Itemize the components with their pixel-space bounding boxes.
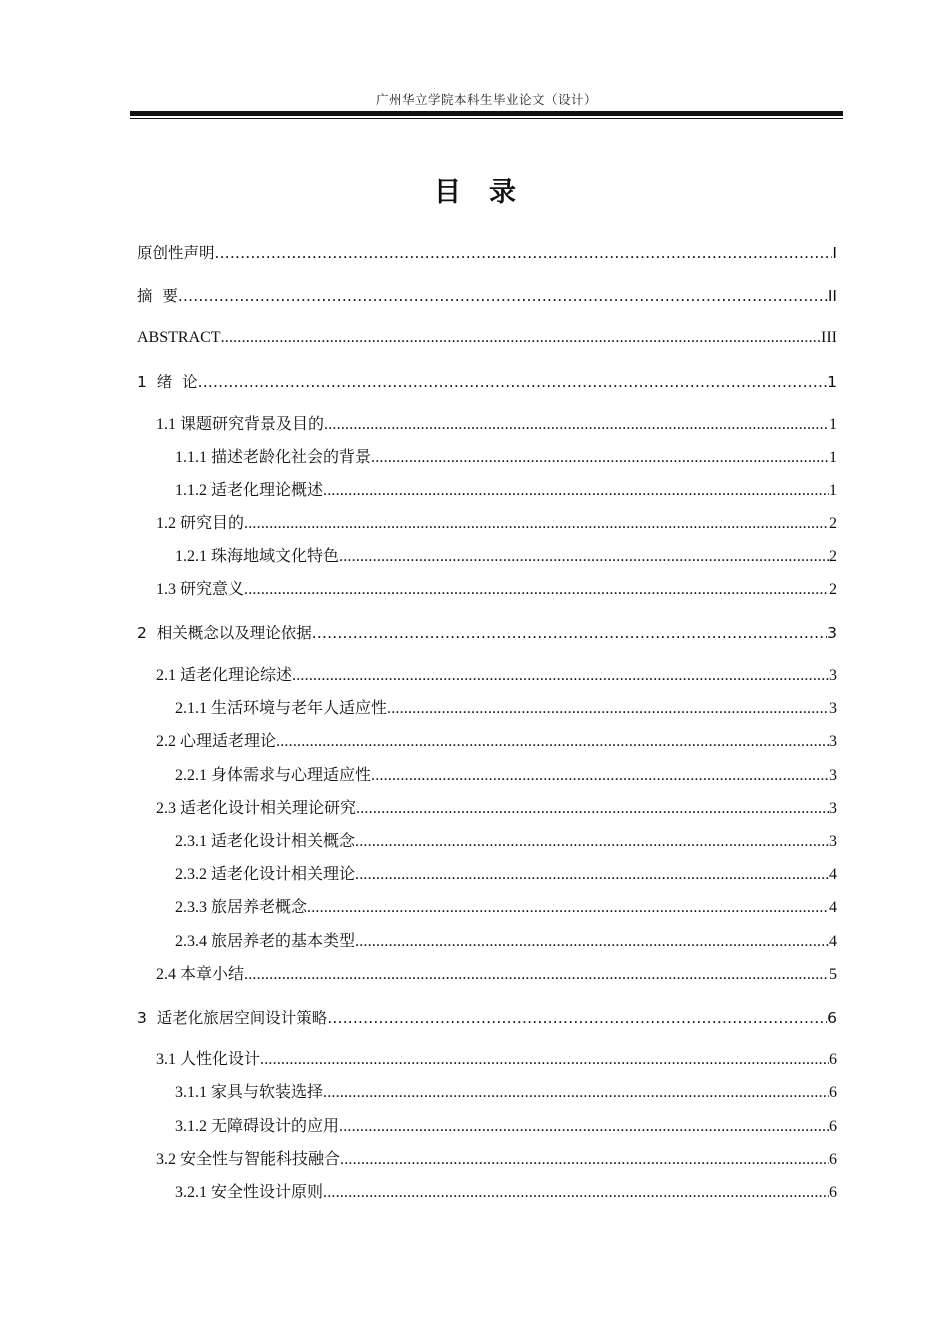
toc-leader [387, 698, 829, 720]
toc-label: ABSTRACT [137, 329, 221, 346]
toc-leader [244, 964, 829, 986]
toc-page: 1 [829, 416, 837, 433]
toc-label: 原创性声明 [137, 244, 215, 262]
toc-page: 6 [829, 1051, 837, 1068]
toc-page: 1 [827, 373, 837, 391]
toc-page: 5 [829, 966, 837, 983]
toc-leader [323, 1182, 829, 1204]
toc-page: 6 [829, 1084, 837, 1101]
toc-entry[interactable] [175, 831, 837, 853]
toc-entry[interactable] [156, 1149, 837, 1171]
toc-leader [178, 285, 828, 307]
toc-label: 摘 要 [137, 287, 178, 305]
toc-entry[interactable] [175, 931, 837, 953]
toc-entry[interactable] [156, 798, 837, 820]
toc-entry[interactable] [137, 622, 837, 644]
toc-label: 3 适老化旅居空间设计策略 [137, 1009, 328, 1027]
toc-leader [324, 414, 829, 436]
toc-entry[interactable] [175, 765, 837, 787]
toc-leader [355, 831, 829, 853]
toc-page: I [832, 244, 837, 262]
toc-page: 6 [829, 1118, 837, 1135]
toc-page: 6 [829, 1151, 837, 1168]
toc-page: 1 [829, 449, 837, 466]
toc-page: III [821, 329, 837, 346]
toc-leader [339, 546, 829, 568]
toc-page: 3 [829, 800, 837, 817]
toc-entry[interactable] [156, 414, 837, 436]
toc-label: 2.3.2 适老化设计相关理论 [175, 866, 356, 883]
toc-label: 2.3.4 旅居养老的基本类型 [175, 933, 356, 950]
header-rule-thick [130, 111, 843, 116]
toc-page: 2 [829, 581, 837, 598]
toc-entry[interactable] [175, 1082, 837, 1104]
toc-page: 3 [829, 667, 837, 684]
toc-label: 1.1.1 描述老龄化社会的背景 [175, 449, 372, 466]
toc-page: II [827, 287, 837, 305]
toc-label: 3.1 人性化设计 [156, 1051, 261, 1068]
toc-entry[interactable] [156, 731, 837, 753]
toc-label: 3.1.2 无障碍设计的应用 [175, 1118, 340, 1135]
toc-leader [260, 1049, 829, 1071]
toc-leader [221, 327, 821, 349]
toc-leader [215, 242, 833, 264]
toc-leader [327, 1007, 827, 1029]
toc-label: 2.3 适老化设计相关理论研究 [156, 800, 357, 817]
toc-label: 1 绪 论 [137, 373, 198, 391]
toc-page: 3 [829, 700, 837, 717]
toc-label: 1.2 研究目的 [156, 515, 245, 532]
toc-entry[interactable] [175, 447, 837, 469]
toc-label: 2.3.3 旅居养老概念 [175, 899, 308, 916]
toc-entry[interactable] [137, 327, 837, 349]
toc-page: 2 [829, 515, 837, 532]
toc-leader [244, 579, 829, 601]
toc-label: 1.1.2 适老化理论概述 [175, 482, 324, 499]
toc-leader [307, 897, 829, 919]
toc-label: 2.2 心理适老理论 [156, 733, 277, 750]
toc-label: 3.2.1 安全性设计原则 [175, 1184, 324, 1201]
toc-label: 2.3.1 适老化设计相关概念 [175, 833, 356, 850]
toc-leader [323, 1082, 829, 1104]
toc-leader [323, 480, 829, 502]
toc-label: 2.4 本章小结 [156, 966, 245, 983]
toc-entry[interactable] [137, 371, 837, 393]
toc-entry[interactable] [137, 242, 837, 264]
toc-page: 4 [829, 933, 837, 950]
toc-leader [339, 1116, 829, 1138]
toc-entry[interactable] [175, 546, 837, 568]
running-header: 广州华立学院本科生毕业论文（设计） [375, 92, 597, 107]
toc-label: 2.2.1 身体需求与心理适应性 [175, 767, 372, 784]
toc-label: 1.1 课题研究背景及目的 [156, 416, 325, 433]
toc-entry[interactable] [175, 1116, 837, 1138]
toc-page: 6 [827, 1009, 837, 1027]
toc-page: 3 [829, 733, 837, 750]
toc-entry[interactable] [175, 864, 837, 886]
toc-leader [340, 1149, 829, 1171]
toc-label: 1.2.1 珠海地域文化特色 [175, 548, 340, 565]
toc-page: 6 [829, 1184, 837, 1201]
toc-entry[interactable] [175, 1182, 837, 1204]
toc-entry[interactable] [137, 285, 837, 307]
toc-leader [356, 798, 829, 820]
toc-entry[interactable] [156, 665, 837, 687]
page-title: 目录 [434, 177, 544, 208]
toc-entry[interactable] [175, 480, 837, 502]
toc-entry[interactable] [156, 579, 837, 601]
toc-entry[interactable] [137, 1007, 837, 1029]
toc-label: 2.1.1 生活环境与老年人适应性 [175, 700, 388, 717]
toc-entry[interactable] [156, 513, 837, 535]
header-rule-thin [130, 118, 843, 119]
toc-label: 3.1.1 家具与软装选择 [175, 1084, 324, 1101]
toc-leader [244, 513, 829, 535]
toc-leader [276, 731, 829, 753]
toc-entry[interactable] [175, 698, 837, 720]
toc-page: 1 [829, 482, 837, 499]
toc-leader [355, 931, 829, 953]
toc-leader [371, 447, 829, 469]
toc-page: 3 [827, 624, 837, 642]
toc-leader [371, 765, 829, 787]
toc-label: 2 相关概念以及理论依据 [137, 624, 312, 642]
toc-entry[interactable] [156, 964, 837, 986]
toc-page: 3 [829, 767, 837, 784]
toc-entry[interactable] [156, 1049, 837, 1071]
toc-entry[interactable] [175, 897, 837, 919]
toc-leader [292, 665, 829, 687]
toc-leader [198, 371, 828, 393]
toc-label: 2.1 适老化理论综述 [156, 667, 293, 684]
toc-label: 1.3 研究意义 [156, 581, 245, 598]
toc-page: 3 [829, 833, 837, 850]
toc-leader [312, 622, 827, 644]
toc-page: 2 [829, 548, 837, 565]
toc-leader [355, 864, 829, 886]
toc-page: 4 [829, 866, 837, 883]
toc-page: 4 [829, 899, 837, 916]
toc-label: 3.2 安全性与智能科技融合 [156, 1151, 341, 1168]
